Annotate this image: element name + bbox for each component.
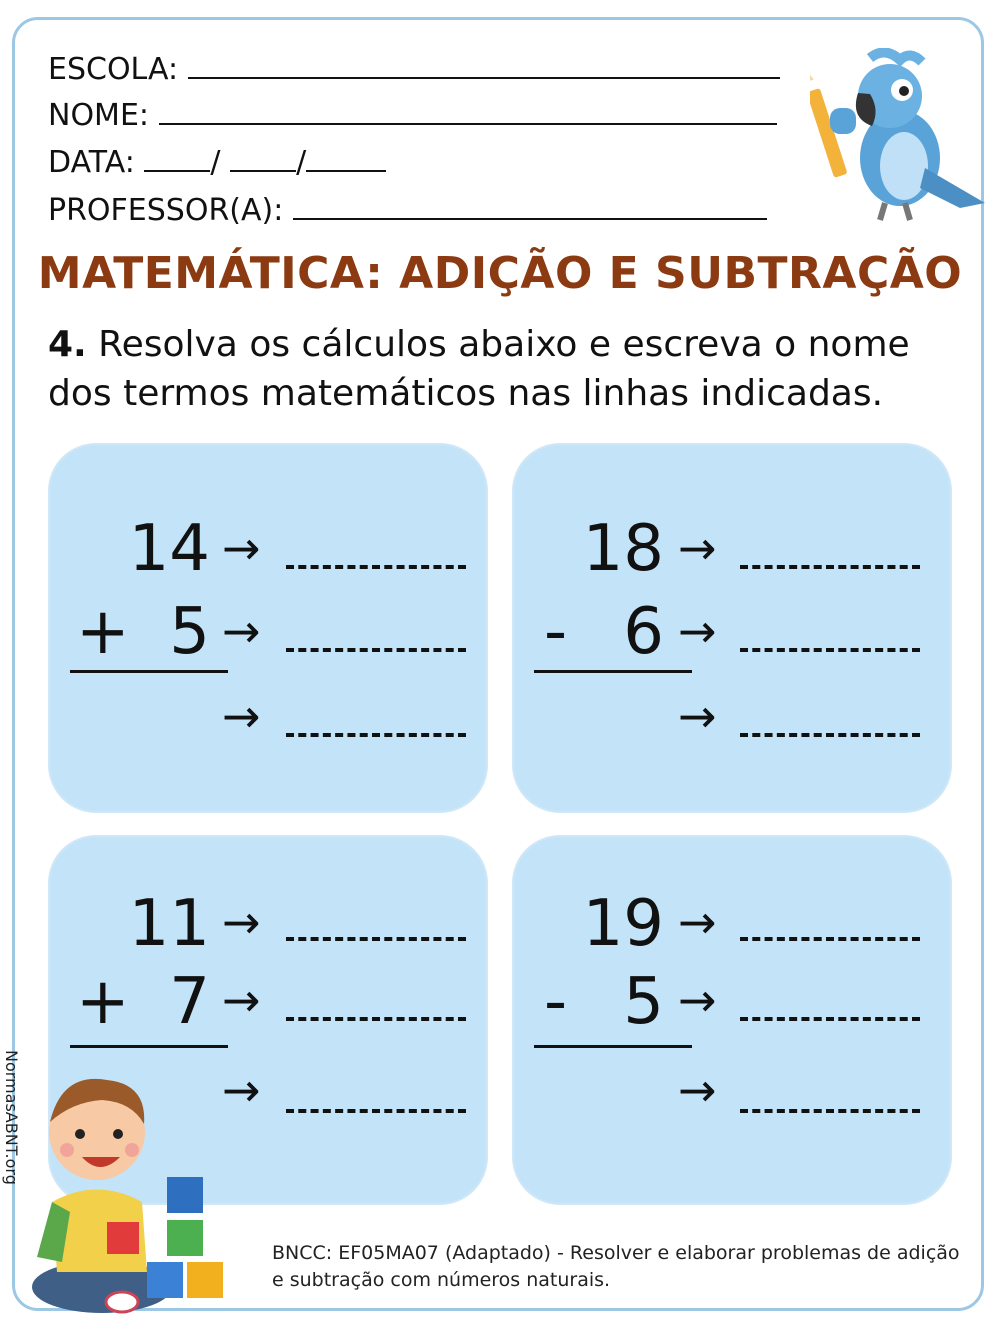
problem-top-number: 11 bbox=[128, 887, 210, 961]
instruction-number: 4. bbox=[48, 324, 87, 365]
escola-line[interactable] bbox=[188, 76, 780, 79]
instruction-body: Resolva os cálculos abaixo e escreva o nome dos termos matemáticos nas linhas indicadas. bbox=[48, 324, 910, 414]
arrow-icon: → bbox=[678, 973, 717, 1027]
problem-box-1 bbox=[48, 443, 488, 813]
term-blank-line[interactable] bbox=[740, 565, 920, 569]
problem-operator: - bbox=[544, 595, 568, 669]
problem-box-2 bbox=[512, 443, 952, 813]
term-blank-line[interactable] bbox=[740, 1109, 920, 1113]
nome-field bbox=[48, 98, 777, 134]
term-blank-line[interactable] bbox=[740, 648, 920, 652]
arrow-icon: → bbox=[678, 521, 717, 575]
problem-bottom-number: 5 bbox=[169, 595, 210, 669]
arrow-icon: → bbox=[222, 604, 261, 658]
term-blank-line[interactable] bbox=[286, 565, 466, 569]
term-blank-line[interactable] bbox=[286, 1017, 466, 1021]
term-blank-line[interactable] bbox=[286, 648, 466, 652]
arrow-icon: → bbox=[222, 689, 261, 743]
term-blank-line[interactable] bbox=[740, 937, 920, 941]
data-year-line[interactable] bbox=[306, 169, 386, 172]
professor-label: PROFESSOR(A): bbox=[48, 193, 284, 228]
problem-bottom-number: 7 bbox=[169, 965, 210, 1039]
nome-label: NOME: bbox=[48, 98, 150, 133]
watermark-text: NormasABNT.org bbox=[2, 1050, 21, 1185]
arrow-icon: → bbox=[222, 1063, 261, 1117]
arrow-icon: → bbox=[222, 973, 261, 1027]
problem-operator: + bbox=[76, 965, 130, 1039]
sum-rule bbox=[70, 670, 228, 673]
sum-rule bbox=[534, 1045, 692, 1048]
data-label: DATA: bbox=[48, 145, 135, 180]
escola-field bbox=[48, 52, 780, 88]
sum-rule bbox=[70, 1045, 228, 1048]
problem-top-number: 19 bbox=[582, 887, 664, 961]
problem-bottom-number: 6 bbox=[623, 595, 664, 669]
arrow-icon: → bbox=[678, 689, 717, 743]
data-slash: / bbox=[210, 145, 221, 180]
data-slash: / bbox=[296, 145, 307, 180]
term-blank-line[interactable] bbox=[740, 733, 920, 737]
term-blank-line[interactable] bbox=[286, 733, 466, 737]
problem-operator: + bbox=[76, 595, 130, 669]
problem-top-number: 14 bbox=[128, 512, 210, 586]
term-blank-line[interactable] bbox=[286, 1109, 466, 1113]
nome-line[interactable] bbox=[159, 122, 777, 125]
arrow-icon: → bbox=[222, 895, 261, 949]
professor-line[interactable] bbox=[293, 217, 767, 220]
data-field bbox=[48, 145, 386, 181]
escola-label: ESCOLA: bbox=[48, 52, 179, 87]
problem-operator: - bbox=[544, 965, 568, 1039]
arrow-icon: → bbox=[678, 1063, 717, 1117]
footer-bncc: BNCC: EF05MA07 (Adaptado) - Resolver e elaborar problemas de adição e subtração com números naturais. bbox=[272, 1242, 960, 1291]
data-day-line[interactable] bbox=[144, 169, 210, 172]
page-title: MATEMÁTICA: ADIÇÃO E SUBTRAÇÃO bbox=[37, 248, 963, 299]
instruction-text bbox=[48, 320, 968, 418]
boy-with-blocks-icon bbox=[22, 1062, 232, 1317]
term-blank-line[interactable] bbox=[740, 1017, 920, 1021]
problem-box-4 bbox=[512, 835, 952, 1205]
professor-field bbox=[48, 193, 767, 229]
arrow-icon: → bbox=[222, 521, 261, 575]
problem-bottom-number: 5 bbox=[623, 965, 664, 1039]
sum-rule bbox=[534, 670, 692, 673]
term-blank-line[interactable] bbox=[286, 937, 466, 941]
arrow-icon: → bbox=[678, 604, 717, 658]
arrow-icon: → bbox=[678, 895, 717, 949]
problem-top-number: 18 bbox=[582, 512, 664, 586]
parrot-icon bbox=[810, 48, 990, 223]
data-month-line[interactable] bbox=[230, 169, 296, 172]
